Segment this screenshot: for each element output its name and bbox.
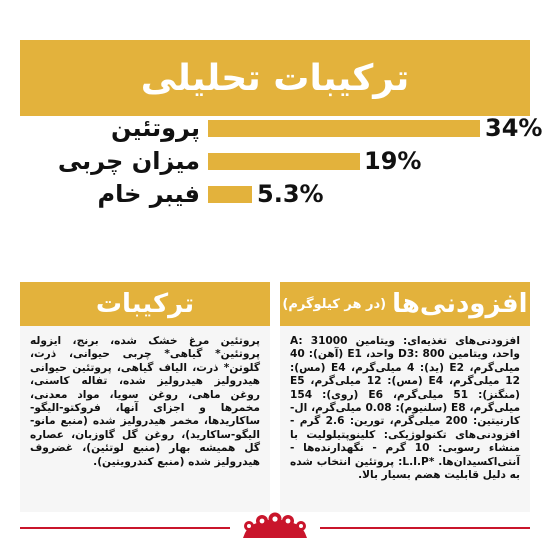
divider-left: [20, 527, 230, 529]
analysis-row-fat: [0, 147, 550, 175]
royal-canin-crown-icon: [235, 510, 315, 540]
bar-fat: [208, 153, 360, 170]
additives-text: افزودنی‌های تغذیه‌ای: ویتامین A: 31000 واحد، ویتامین D3: 800 واحد، E1 (آهن): 40 میلی‌گرم، E2 (ید): 4 میلی‌گرم، E4 (مس): 12 میلی‌گرم، E4 (مس): 12 میلی‌گرم، E5 (منگنز): 51 میلی‌گرم، E6 (روی): 154 میلی‌گرم، E8 (سلنیوم): 0.08 میلی‌گرم، ال-کارنیتین: 200 میلی‌گرم، تورین: 2.6 گرم - افزودنی‌های تکنولوژیکی: کلینوپتیلولیت با منشاء رسوبی: 10 گرم - نگهدارنده‌ها - آنتی‌اکسیدان‌ها. *L.I.P: پروتئین انتخاب شده به دلیل قابلیت هضم بسیار بالا.: [290, 335, 521, 482]
divider-right: [320, 527, 530, 529]
analysis-row-protein: [0, 114, 550, 142]
value-protein: 34%: [485, 114, 543, 142]
additives-title-main: افزودنی‌ها: [392, 289, 528, 319]
value-fiber: 5.3%: [257, 180, 324, 208]
value-fat: 19%: [364, 147, 422, 175]
composition-panel: [20, 282, 270, 512]
composition-text: پروتئین مرغ خشک شده، برنج، ایزوله پروتئین* گیاهی* چربی حیوانی، ذرت، گلوتن* ذرت، الیاف گیاهی، پروتئین حیوانی هیدرولیز هیدرولیز شده، تفاله کاسنی، روغن ماهی، روغن سویا، مواد معدنی، مخمرها و اجزای آنها، فروکتو-الیگو-ساکاریدها، مخمر هیدرولیز شده (منبع مانو-الیگو-ساکارید)، روغن گل گاوزبان، عصاره گل همیشه بهار (منبع لوتئین)، غضروف هیدرولیز شده (منبع کندرویتین).: [30, 335, 260, 468]
label-fat: میزان چربی: [57, 147, 200, 175]
additives-title-sub: (در هر کیلوگرم): [282, 296, 387, 312]
additives-panel: [280, 282, 530, 512]
composition-title: ترکیبات: [20, 282, 270, 326]
label-protein: پروتئین: [110, 114, 200, 142]
bar-fiber: [208, 186, 252, 203]
additives-title: [280, 282, 530, 326]
analysis-row-fiber: [0, 180, 550, 208]
analysis-title: ترکیبات تحلیلی: [20, 40, 530, 116]
bar-protein: [208, 120, 480, 137]
label-fiber: فیبر خام: [97, 180, 200, 208]
